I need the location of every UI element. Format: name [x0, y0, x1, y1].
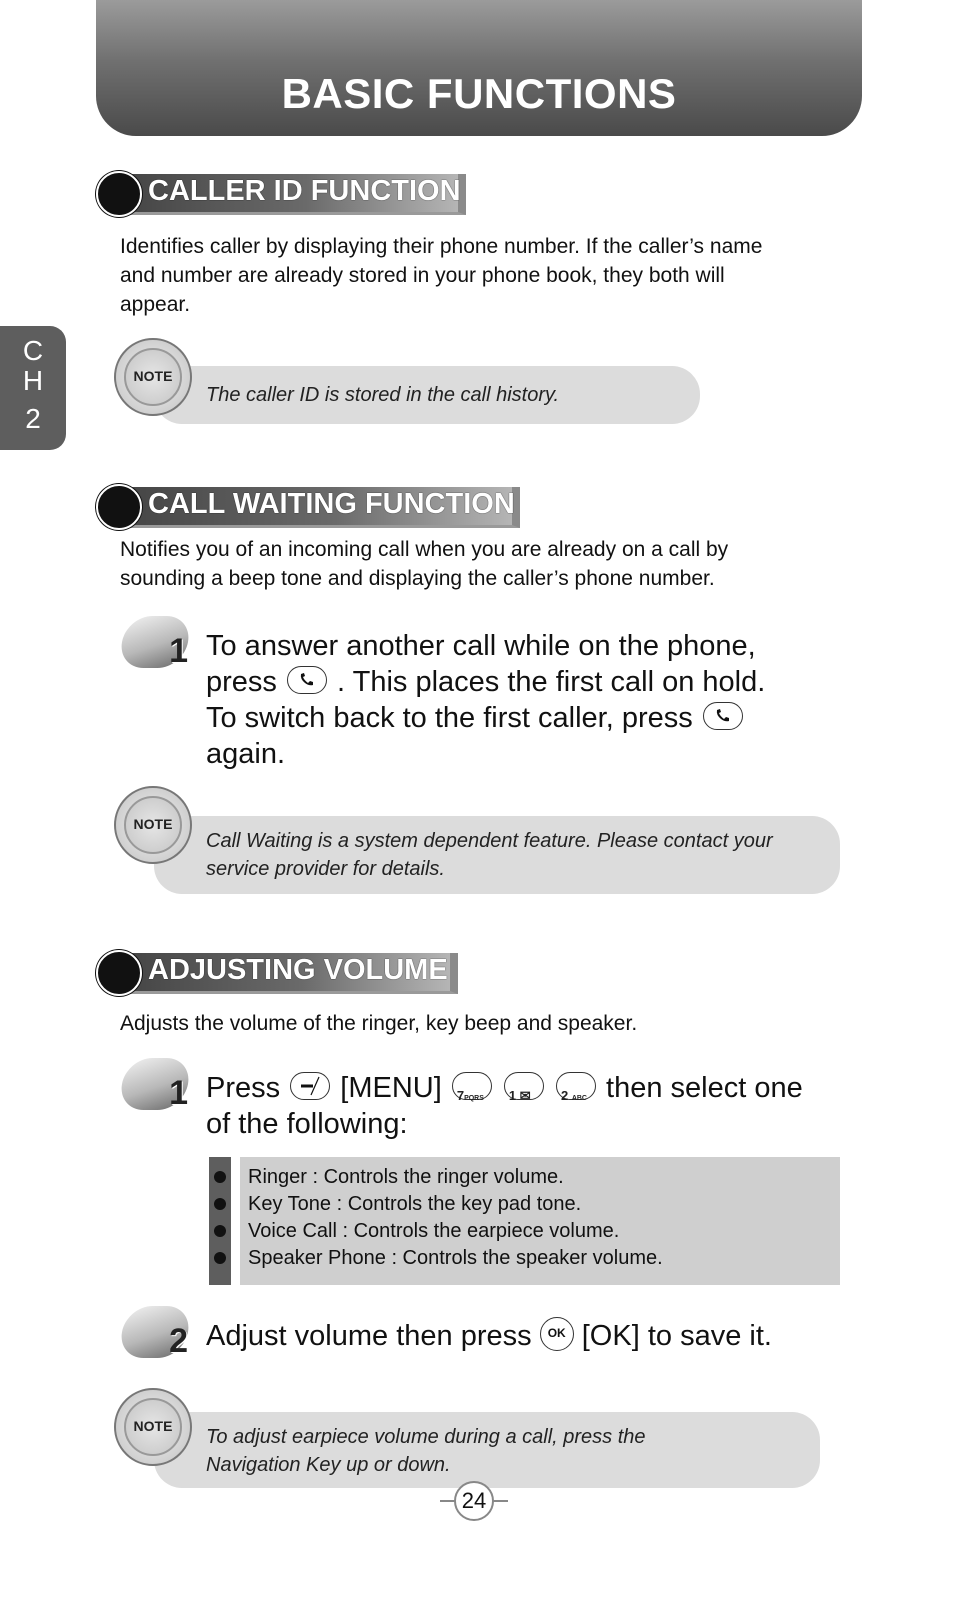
step-text-fragment: press — [206, 666, 277, 698]
section-heading-label: CALLER ID FUNCTION — [148, 175, 461, 207]
section-bullet-icon — [96, 484, 142, 530]
step-text-fragment: [OK] to save it. — [581, 1320, 772, 1352]
note-call-waiting — [154, 816, 840, 894]
section-heading-caller-id — [96, 171, 476, 217]
note-adjusting-volume — [154, 1412, 820, 1488]
key-7-icon — [452, 1072, 492, 1104]
key-1-icon: 1 ✉ — [504, 1072, 544, 1100]
step-badge-1 — [122, 616, 192, 672]
step-line — [206, 1070, 846, 1106]
key-letters: PQRS — [464, 1095, 484, 1103]
soft-key-icon — [290, 1072, 330, 1100]
step-text-fragment: To switch back to the first caller, press — [206, 702, 693, 734]
section-heading-label: ADJUSTING VOLUME — [148, 954, 448, 986]
note-text — [206, 827, 773, 883]
note-line: Call Waiting is a system dependent feature. Please contact your — [206, 830, 773, 852]
list-item: Speaker Phone : Controls the speaker volume. — [248, 1247, 663, 1269]
chapter-letter-c: C — [22, 335, 44, 366]
text-line: sounding a beep tone and displaying the caller’s phone number. — [120, 567, 715, 590]
call-waiting-description — [120, 535, 860, 593]
call-waiting-step-1 — [206, 628, 846, 772]
list-item: Voice Call : Controls the earpiece volume. — [248, 1220, 620, 1242]
step-badge-2 — [122, 1306, 192, 1362]
section-heading-adjusting-volume — [96, 950, 476, 996]
bullet-icon — [214, 1225, 226, 1237]
step-line: To answer another call while on the phone, — [206, 630, 756, 662]
step-number: 1 — [169, 632, 188, 670]
bullet-icon — [214, 1252, 226, 1264]
text-line: Identifies caller by displaying their phone number. If the caller’s name — [120, 235, 763, 258]
page-number-marker — [440, 1480, 508, 1522]
step-line: again. — [206, 738, 286, 770]
step-line — [206, 700, 846, 736]
ok-key-icon: OK — [540, 1317, 574, 1351]
note-icon-label: NOTE — [133, 816, 173, 832]
send-key-icon — [703, 702, 743, 730]
key-letters: ABC — [571, 1095, 587, 1103]
note-icon — [114, 1388, 192, 1466]
chapter-tab — [0, 326, 66, 450]
adjusting-volume-step-1 — [206, 1070, 846, 1142]
note-caller-id — [154, 366, 700, 424]
key-digit: 1 — [508, 1088, 517, 1104]
list-item: Ringer : Controls the ringer volume. — [248, 1166, 564, 1188]
note-line: Navigation Key up or down. — [206, 1454, 451, 1476]
note-icon — [114, 338, 192, 416]
step-text-fragment: Adjust volume then press — [206, 1320, 532, 1352]
step-text-fragment: . This places the first call on hold. — [337, 666, 766, 698]
note-line: service provider for details. — [206, 858, 445, 880]
chapter-letter-h: H — [22, 365, 44, 396]
step-number: 2 — [169, 1322, 188, 1360]
step-text-fragment: [MENU] — [340, 1072, 442, 1104]
key-digit: 2 — [560, 1088, 569, 1104]
bullet-icon — [214, 1171, 226, 1183]
note-icon-label: NOTE — [133, 1418, 173, 1434]
adjusting-volume-description: Adjusts the volume of the ringer, key beep and speaker. — [120, 1012, 638, 1035]
section-heading-label: CALL WAITING FUNCTION — [148, 488, 515, 520]
note-icon — [114, 786, 192, 864]
text-line: appear. — [120, 293, 191, 316]
step-number: 1 — [169, 1074, 188, 1112]
section-bullet-icon — [96, 950, 142, 996]
list-item: Key Tone : Controls the key pad tone. — [248, 1193, 582, 1215]
note-text: The caller ID is stored in the call history. — [206, 384, 560, 406]
adjusting-volume-step-2 — [206, 1318, 846, 1354]
text-line: Notifies you of an incoming call when you are already on a call by — [120, 538, 729, 561]
chapter-number: 2 — [25, 403, 41, 434]
step-text-fragment: Press — [206, 1072, 281, 1104]
caller-id-description — [120, 232, 860, 319]
key-digit: 7 — [456, 1088, 465, 1104]
step-text-fragment: then select one — [606, 1072, 803, 1104]
bullet-icon — [214, 1198, 226, 1210]
page-header — [96, 0, 862, 136]
send-key-icon — [287, 666, 327, 694]
key-2-icon — [556, 1072, 596, 1104]
step-badge-1 — [122, 1058, 192, 1114]
page-title: BASIC FUNCTIONS — [281, 70, 677, 117]
page-number: 24 — [454, 1481, 494, 1521]
step-line: of the following: — [206, 1108, 408, 1140]
volume-options-text — [248, 1164, 828, 1272]
note-icon-label: NOTE — [133, 368, 173, 384]
step-line — [206, 664, 846, 700]
note-text — [206, 1423, 646, 1479]
section-heading-call-waiting — [96, 484, 536, 530]
text-line: and number are already stored in your phone book, they both will — [120, 264, 725, 287]
note-line: To adjust earpiece volume during a call, press the — [206, 1426, 646, 1448]
section-bullet-icon — [96, 171, 142, 217]
